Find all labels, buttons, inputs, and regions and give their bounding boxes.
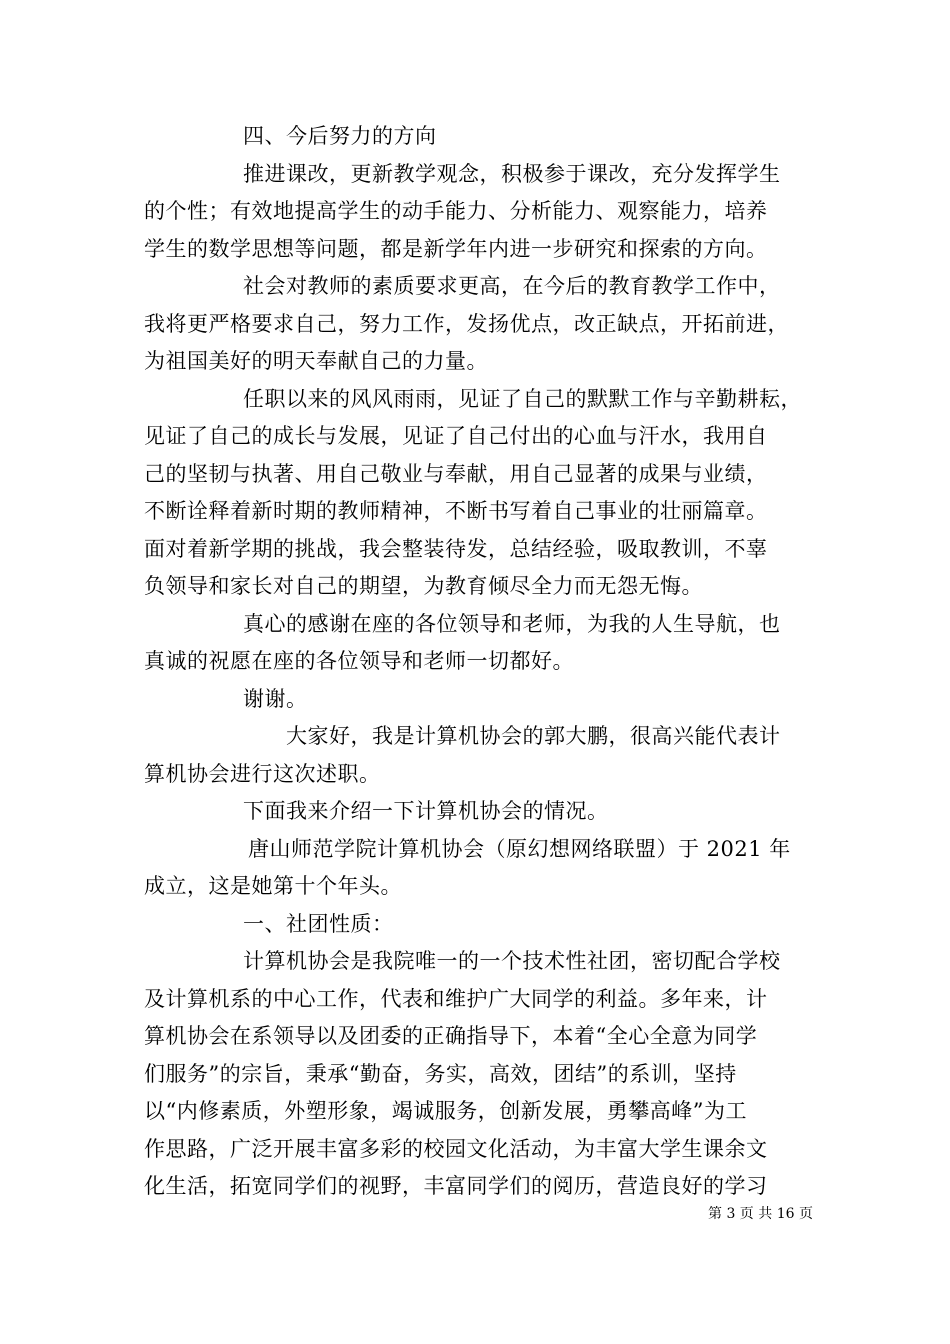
paragraph-line: 及计算机系的中心工作，代表和维护广大同学的利益。多年来，计: [144, 986, 768, 1011]
paragraph-line: 化生活，拓宽同学们的视野，丰富同学们的阅历，营造良好的学习: [144, 1174, 768, 1198]
paragraph-line: 学生的数学思想等问题，都是新学年内进一步研究和探索的方向。: [144, 236, 768, 261]
paragraph-line: 的个性；有效地提高学生的动手能力、分析能力、观察能力，培养: [144, 199, 768, 223]
paragraph-line: 算机协会进行这次述职。: [144, 761, 381, 786]
section-heading: 一、社团性质：: [243, 911, 394, 936]
section-heading: 四、今后努力的方向: [243, 124, 437, 148]
page-number: 第 3 页 共 16 页: [708, 1206, 813, 1222]
paragraph-line: 成立，这是她第十个年头。: [144, 874, 402, 898]
paragraph-line: 社会对教师的素质要求更高，在今后的教育教学工作中，: [243, 274, 781, 298]
paragraph-line: 不断诠释着新时期的教师精神，不断书写着自己事业的壮丽篇章。: [144, 499, 768, 523]
paragraph-line: 负领导和家长对自己的期望，为教育倾尽全力而无怨无悔。: [144, 574, 703, 598]
paragraph-line: 己的坚韧与执著、用自己敬业与奉献，用自己显著的成果与业绩，: [144, 461, 768, 486]
paragraph-line: 下面我来介绍一下计算机协会的情况。: [243, 799, 609, 823]
paragraph-line: 谢谢。: [243, 686, 308, 711]
paragraph-line: 我将更严格要求自己，努力工作，发扬优点，改正缺点，开拓前进，: [144, 311, 789, 336]
paragraph-line: 大家好，我是计算机协会的郭大鹏，很高兴能代表计: [286, 724, 781, 748]
paragraph-line: 真心的感谢在座的各位领导和老师，为我的人生导航，也: [243, 611, 781, 636]
paragraph-line: 唐山师范学院计算机协会（原幻想网络联盟）于 2021 年: [248, 836, 791, 861]
paragraph-line: 为祖国美好的明天奉献自己的力量。: [144, 349, 488, 373]
paragraph-line: 们服务”的宗旨，秉承“勤奋，务实，高效，团结”的系训，坚持: [144, 1061, 737, 1086]
paragraph-line: 以“内修素质，外塑形象，竭诚服务，创新发展，勇攀高峰”为工: [144, 1099, 747, 1123]
paragraph-line: 作思路，广泛开展丰富多彩的校园文化活动，为丰富大学生课余文: [144, 1136, 768, 1161]
paragraph-line: 见证了自己的成长与发展，见证了自己付出的心血与汗水，我用自: [144, 424, 768, 448]
paragraph-line: 面对着新学期的挑战，我会整装待发，总结经验，吸取教训，不辜: [144, 536, 768, 561]
paragraph-line: 任职以来的风风雨雨，见证了自己的默默工作与辛勤耕耘，: [243, 386, 802, 411]
document-body: [144, 118, 814, 1206]
paragraph-line: 算机协会在系领导以及团委的正确指导下，本着“全心全意为同学: [144, 1024, 758, 1048]
paragraph-line: 真诚的祝愿在座的各位领导和老师一切都好。: [144, 649, 574, 673]
paragraph-line: 推进课改，更新教学观念，积极参于课改，充分发挥学生: [243, 161, 781, 186]
paragraph-line: 计算机协会是我院唯一的一个技术性社团，密切配合学校: [243, 949, 781, 973]
